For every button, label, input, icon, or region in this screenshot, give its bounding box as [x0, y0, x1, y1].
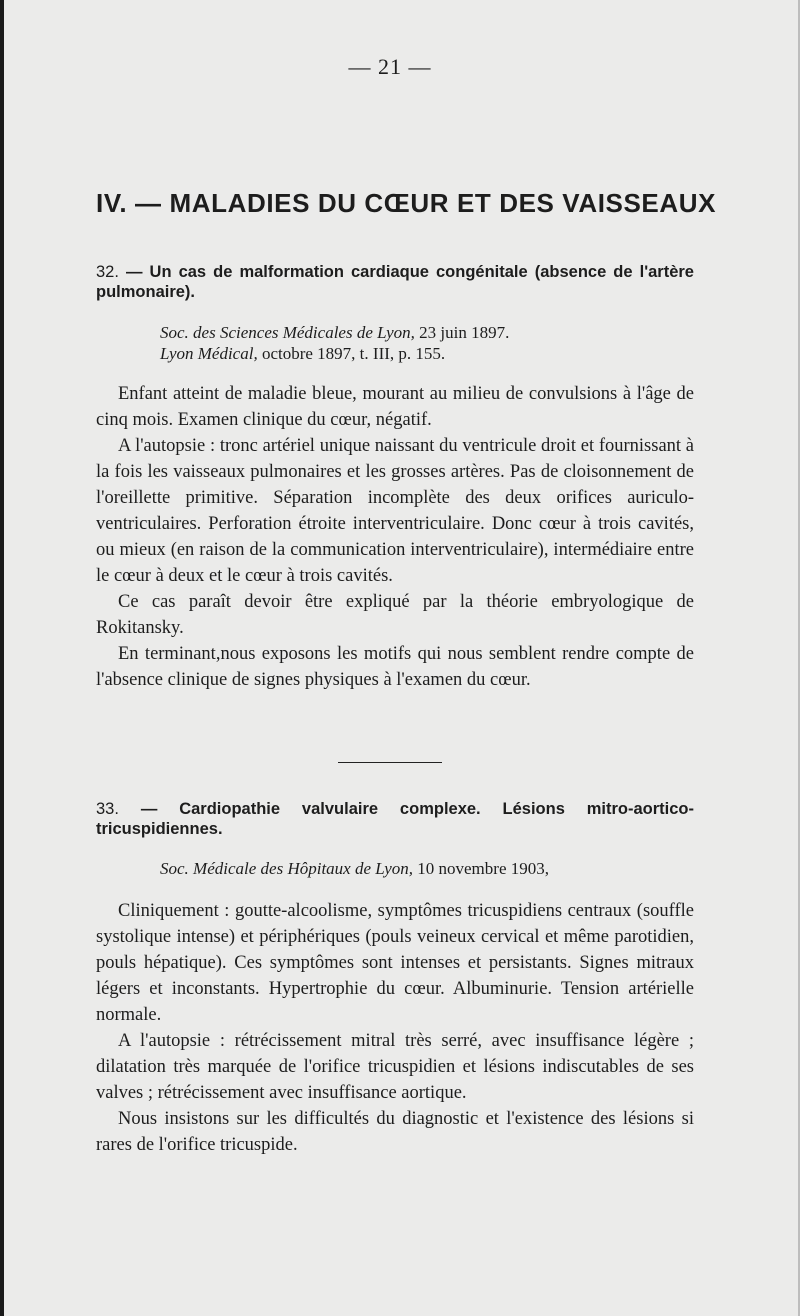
body-paragraph: Enfant atteint de maladie bleue, mourant au milieu de convulsions à l'âge de cinq mois. Examen clinique du cœur, négatif. [96, 384, 694, 430]
entry-32 [96, 262, 694, 302]
reference-details: octobre 1897, t. III, p. 155. [257, 344, 446, 363]
reference-details: 10 novembre 1903, [413, 859, 549, 878]
reference-source: Soc. Médicale des Hôpitaux de Lyon, [160, 859, 414, 878]
body-paragraph: Ce cas paraît devoir être expliqué par la théorie embryologique de Rokitansky. [96, 592, 694, 638]
entry-title-text: — Cardiopathie valvulaire complexe. Lésions mitro-aortico-tricuspidiennes. [96, 800, 694, 838]
reference-details: 23 juin 1897. [414, 323, 510, 342]
reference-line [160, 343, 694, 364]
entry-32-body [96, 381, 694, 693]
reference-line [160, 322, 694, 343]
entry-title [96, 262, 694, 302]
reference-source: Lyon Médical, [160, 344, 258, 363]
entry-32-references [160, 322, 694, 364]
reference-line [160, 858, 694, 879]
entry-33-references [160, 858, 694, 879]
reference-source: Soc. des Sciences Médicales de Lyon, [160, 323, 415, 342]
body-paragraph: A l'autopsie : rétrécissement mitral très serré, avec insuffisance légère ; dilatation très marquée de l'orifice tricuspidien et lésions indiscutables de ses valves ; rétrécissement avec insuffisance aortique. [96, 1031, 694, 1103]
entry-title-text: — Un cas de malformation cardiaque congénitale (absence de l'artère pulmonaire). [96, 263, 694, 301]
body-paragraph: En terminant,nous exposons les motifs qui nous semblent rendre compte de l'absence clinique de signes physiques à l'examen du cœur. [96, 644, 694, 690]
entry-33-body [96, 898, 694, 1158]
scan-left-edge [0, 0, 4, 1316]
entry-number: 32. [96, 263, 119, 281]
body-paragraph: Cliniquement : goutte-alcoolisme, symptômes tricuspidiens centraux (souffle systolique intense) et périphériques (pouls veineux cervical et même parotidien, pouls hépatique). Ces symptômes sont intenses et persistants. Signes mitraux légers et inconstants. Hypertrophie du cœur. Albuminurie. Tension artérielle normale. [96, 901, 694, 1025]
section-divider [338, 762, 442, 763]
entry-number: 33. [96, 800, 119, 818]
page-number: — 21 — [348, 54, 432, 79]
body-paragraph: Nous insistons sur les difficultés du diagnostic et l'existence des lésions si rares de l'orifice tricuspide. [96, 1109, 694, 1155]
section-title: IV. — MALADIES DU CŒUR ET DES VAISSEAUX [96, 188, 717, 218]
entry-33 [96, 799, 694, 839]
body-paragraph: A l'autopsie : tronc artériel unique naissant du ventricule droit et fournissant à la fois les vaisseaux pulmonaires et les grosses artères. Pas de cloisonnement de l'oreillette primitive. Séparation incomplète des deux orifices auriculo-ventriculaires. Perforation étroite interventriculaire. Donc cœur à trois cavités, ou mieux (en raison de la communication interventriculaire), intermédiaire entre le cœur à deux et le cœur à trois cavités. [96, 436, 694, 586]
entry-title [96, 799, 694, 839]
